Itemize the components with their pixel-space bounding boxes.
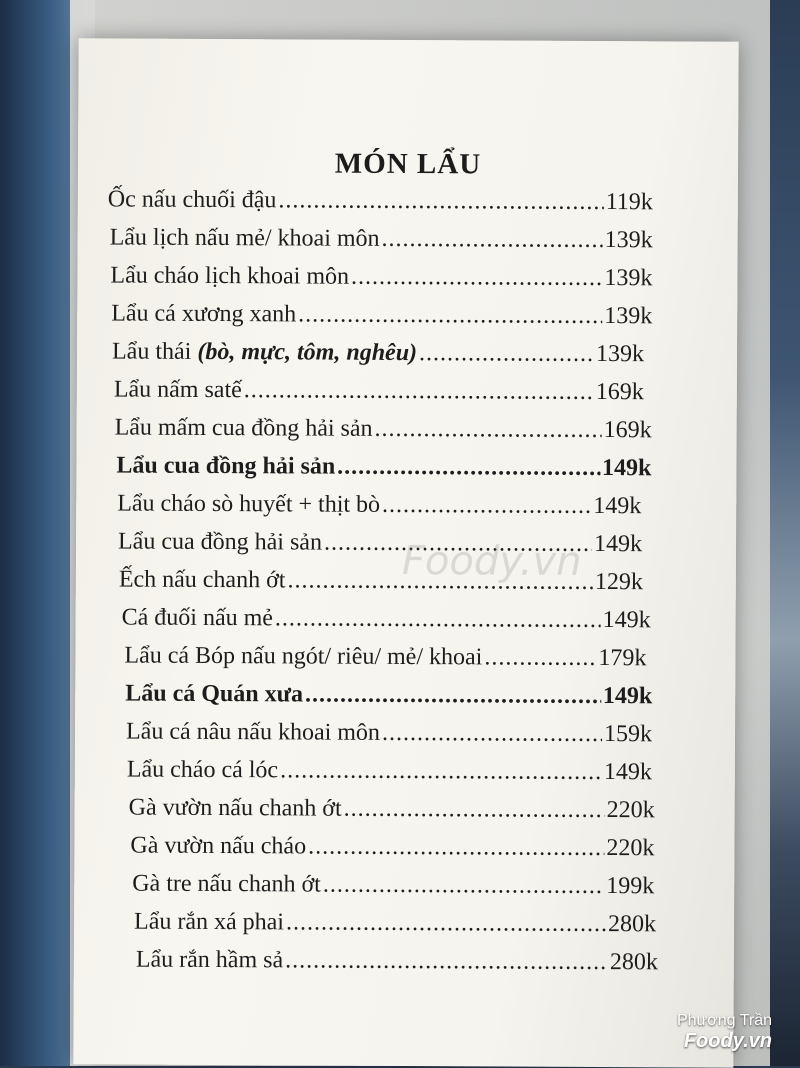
item-name: Lẩu thái (bò, mực, tôm, nghêu) [111,338,418,367]
menu-item [117,490,641,520]
item-price: 149k [593,492,642,520]
leader-dots [308,833,604,862]
item-price: 139k [604,265,653,292]
item-name: Lẩu cháo cá lóc [126,756,279,784]
credit-author: Phương Trần [676,1012,772,1029]
menu-item [110,262,652,292]
menu-item [110,224,653,254]
leader-dots [484,644,596,672]
item-price: 220k [606,797,655,824]
menu-item [115,414,652,444]
item-name: Lẩu cá Quán xưa [125,680,304,708]
item-name: Gà vườn nấu chanh ớt [128,794,342,822]
leader-dots [298,301,602,330]
item-name: Lẩu lịch nấu mẻ/ khoai môn [109,224,380,252]
item-price: 149k [602,455,652,482]
item-name: Gà vườn nấu cháo [130,832,307,860]
item-price: 159k [603,721,653,748]
menu-item [124,643,646,673]
item-price: 169k [603,417,652,444]
menu-item [112,338,644,368]
leader-dots [280,757,602,786]
item-name: Ốc nấu chuối đậu [107,186,277,214]
leader-dots [374,416,601,444]
item-price: 169k [595,378,644,406]
leader-dots [337,454,600,482]
item-name: Lẩu cháo lịch khoai môn [110,262,350,290]
item-name: Lẩu cá nâu nấu khoai môn [125,718,381,746]
menu-title: MÓN LẨU [334,147,482,181]
leader-dots [382,720,602,748]
item-name: Cá đuối nấu mẻ [121,604,274,632]
leader-dots [286,909,606,938]
item-price: 220k [606,835,655,862]
watermark: Foody.vn [401,537,582,585]
menu-item [114,376,644,406]
leader-dots [344,796,605,824]
item-name: Lẩu cháo sò huyết + thịt bò [117,490,381,518]
item-price: 119k [605,189,653,216]
item-name-extra: (bò, mực, tôm, nghêu) [197,338,418,367]
item-price: 179k [598,645,647,672]
item-name: Lẩu mấm cua đồng hải sản [114,414,373,442]
item-name: Ếch nấu chanh ớt [118,566,286,594]
item-price: 280k [607,911,657,938]
menu-item [126,719,652,749]
menu-page [73,38,738,1067]
leader-dots [382,492,591,520]
item-price: 280k [609,949,658,976]
menu-item [127,757,652,787]
menu-item [130,833,654,863]
item-price: 139k [595,340,645,368]
photo-credit [677,1012,772,1053]
item-price: 149k [602,607,651,634]
menu-item [122,605,651,635]
leader-dots [419,340,594,368]
item-name: Lẩu cá Bóp nấu ngót/ riêu/ mẻ/ khoai [124,642,483,671]
menu-item [129,795,655,825]
item-name: Gà tre nấu chanh ớt [132,870,321,898]
menu-item-highlight [116,452,651,482]
menu-item [134,909,656,939]
item-price: 199k [606,873,655,900]
item-name: Lẩu rắn xá phai [133,908,285,936]
leader-dots [351,264,603,292]
item-price: 139k [604,227,653,254]
foody-logo: Foody.vn [683,1030,772,1052]
leader-dots [275,605,601,634]
item-name: Lẩu cua đồng hải sản [116,452,336,480]
item-price: 129k [594,568,643,596]
menu-item-highlight [125,681,652,711]
menu-item [136,947,658,977]
menu-item [108,186,653,216]
item-name: Lẩu rắn hầm sả [135,946,284,974]
leader-dots [285,947,608,976]
leader-dots [323,872,605,900]
leader-dots [278,187,603,216]
item-price: 149k [602,683,653,710]
item-name: Lẩu cá xương xanh [111,300,297,328]
menu-item [132,871,654,901]
item-name: Lẩu nấm satế [113,376,242,404]
item-price: 149k [593,530,643,558]
item-price: 149k [603,759,652,786]
leader-dots [305,681,601,710]
menu-item [111,300,652,330]
item-name: Lẩu cua đồng hải sản [117,528,323,556]
leader-dots [382,226,603,254]
item-price: 139k [604,303,653,330]
leader-dots [244,377,594,406]
